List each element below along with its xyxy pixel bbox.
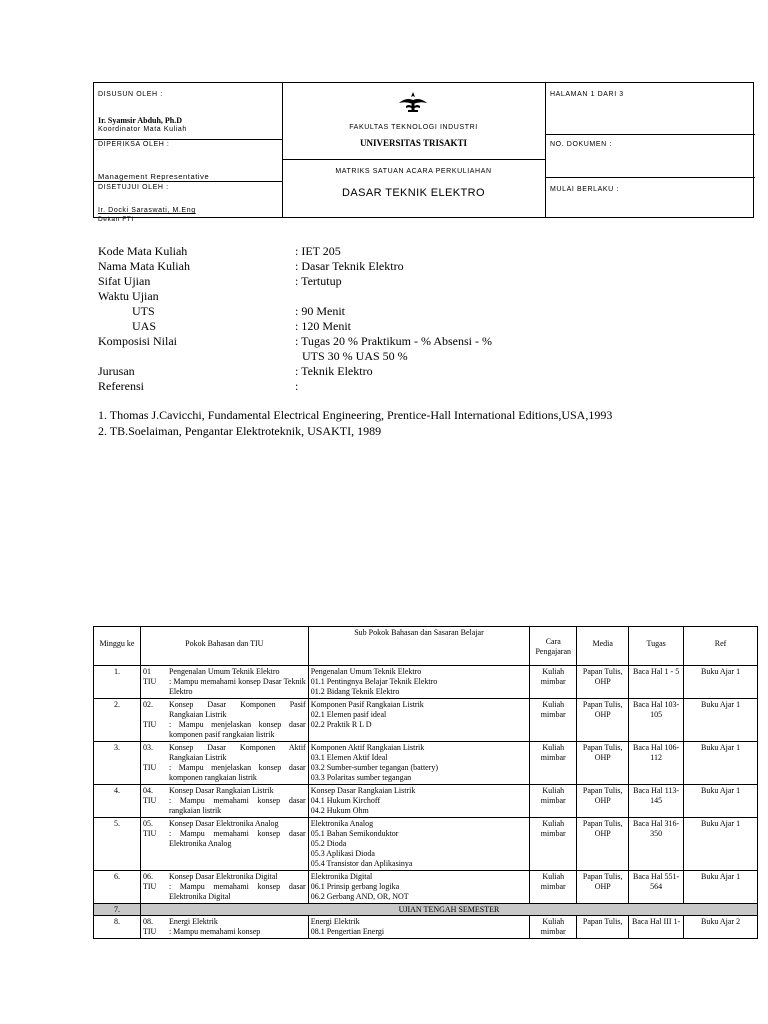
tiu-text: : Mampu memahami konsep dasar rangkaian listrik [168,796,306,815]
sub-item: 06.1 Prinsip gerbang logika [310,882,400,891]
tiu-label: TIU [142,763,157,772]
cell-minggu: 7. [94,904,141,916]
table-row [94,699,758,742]
reference-item: 2. TB.Soelaiman, Pengantar Elektroteknik, USAKTI, 1989 [98,424,382,438]
col-header-sub: Sub Pokok Bahasan dan Sasaran Belajar [308,627,530,666]
document-type: MATRIKS SATUAN ACARA PERKULIAHAN [335,168,492,175]
cell-cara: Kuliah mimbar [530,818,577,871]
sub-item: 02.1 Elemen pasif ideal [310,710,387,719]
topic-number: 04. [142,786,153,795]
info-value: : IET 205 [295,244,341,258]
cell-tugas: Baca Hal 113-145 [629,785,684,818]
cell-cara: Kuliah mimbar [530,666,577,699]
sub-item: 03.3 Polaritas sumber tegangan [310,773,412,782]
cell-pokok [140,871,308,904]
disusun-name: Ir. Syamsir Abduh, Ph.D [98,116,183,125]
cell-sub [308,742,530,785]
tiu-text: : Mampu memahami konsep dasar Elektronika Digital [168,882,306,901]
cell-tugas: Baca Hal 1 - 5 [629,666,684,699]
disusun-role: Koordinator Mata Kuliah [98,126,187,133]
cell-sub [308,785,530,818]
table-row [94,785,758,818]
info-value: : Tugas 20 % Praktikum - % Absensi - % [295,334,493,348]
cell-pokok [140,666,308,699]
info-value: : [295,379,299,393]
cell-media: Papan Tulis, OHP [577,666,629,699]
sub-item: 03.2 Sumber-sumber tegangan (battery) [310,763,439,772]
sub-title: Konsep Dasar Rangkaian Listrik [310,786,416,795]
cell-ref: Buku Ajar 2 [684,916,758,939]
sub-title: Elektronika Digital [310,872,373,881]
sub-title: Komponen Aktif Rangkaian Listrik [310,743,425,752]
info-value: : Dasar Teknik Elektro [295,259,404,273]
tiu-label: TIU [142,677,157,686]
col-header-tugas: Tugas [629,627,684,666]
sub-title: Energi Elektrik [310,917,360,926]
cell-media: Papan Tulis, OHP [577,871,629,904]
cell-pokok [140,818,308,871]
cell-tugas: Baca Hal III 1- [629,916,684,939]
topic-title: Konsep Dasar Komponen Aktif Rangkaian Listrik [168,743,306,762]
topic-title: Energi Elektrik [168,917,218,926]
cell-minggu: 8. [94,916,141,939]
cell-sub [308,666,530,699]
sub-item: 05.1 Bahan Semikonduktor [310,829,399,838]
tiu-label: TIU [142,829,157,838]
cell-media: Papan Tulis, [577,916,629,939]
topic-number: 06. [142,872,153,881]
info-value: : 120 Menit [295,319,351,333]
disetujui-label: DISETUJUI OLEH : [98,184,169,191]
info-label: Sifat Ujian [98,274,151,288]
faculty-name: FAKULTAS TEKNOLOGI INDUSTRI [349,124,478,131]
cell-cara: Kuliah mimbar [530,699,577,742]
topic-number: 03. [142,743,153,752]
sub-item: 08.1 Pengertian Energi [310,927,385,936]
tiu-label: TIU [142,720,157,729]
cell-ref: Buku Ajar 1 [684,785,758,818]
table-row [94,871,758,904]
university-name: UNIVERSITAS TRISAKTI [360,138,467,148]
tiu-text: : Mampu memahami konsep Dasar Teknik Elektro [168,677,306,696]
uts-label: UJIAN TENGAH SEMESTER [140,904,757,916]
header-rule [282,159,545,160]
col-header-media: Media [577,627,629,666]
sub-item: 02.2 Praktik R L D [310,720,372,729]
tiu-text: : Mampu menjelaskan konsep dasar komponen pasif rangkaian listrik [168,720,306,739]
cell-minggu: 5. [94,818,141,871]
trisakti-logo-icon [396,91,430,113]
table-row [94,818,758,871]
mulai-berlaku-label: MULAI BERLAKU : [550,186,619,193]
topic-number: 01 [142,667,151,676]
cell-tugas: Baca Hal 103-105 [629,699,684,742]
info-label: Komposisi Nilai [98,334,178,348]
cell-minggu: 2. [94,699,141,742]
info-label: Kode Mata Kuliah [98,244,188,258]
topic-title: Konsep Dasar Elektronika Analog [168,819,279,828]
sap-matrix-table [93,626,758,939]
table-row [94,916,758,939]
cell-ref: Buku Ajar 1 [684,871,758,904]
col-header-minggu: Minggu ke [94,627,141,666]
cell-sub [308,818,530,871]
topic-title: Konsep Dasar Komponen Pasif Rangkaian Listrik [168,700,306,719]
info-label: Jurusan [98,364,135,378]
col-header-cara: Cara Pengajaran [530,627,577,666]
header-rule [545,134,755,135]
topic-number: 02. [142,700,153,709]
uts-row [94,904,758,916]
cell-ref: Buku Ajar 1 [684,666,758,699]
header-divider-right [545,83,546,217]
topic-number: 05. [142,819,153,828]
sub-item: 01.1 Pentingnya Belajar Teknik Elektro [310,677,438,686]
cell-sub [308,871,530,904]
sub-item: 01.2 Bidang Teknik Elektro [310,687,400,696]
info-label: Nama Mata Kuliah [98,259,190,273]
info-value: UTS 30 % UAS 50 % [302,349,408,363]
topic-title: Konsep Dasar Rangkaian Listrik [168,786,274,795]
sub-title: Komponen Pasif Rangkaian Listrik [310,700,424,709]
disetujui-role: Dekan FTI [98,216,134,223]
tiu-label: TIU [142,927,157,936]
info-value: : Tertutup [295,274,342,288]
disusun-label: DISUSUN OLEH : [98,91,163,98]
topic-title: Pengenalan Umum Teknik Elektro [168,667,280,676]
tiu-text: : Mampu memahami konsep dasar Elektronika Analog [168,829,306,848]
sub-item: 05.2 Dioda [310,839,347,848]
header-rule [94,139,282,140]
cell-cara: Kuliah mimbar [530,785,577,818]
topic-number: 08. [142,917,153,926]
table-header-row [94,627,758,666]
table-row [94,742,758,785]
cell-tugas: Baca Hal 551-564 [629,871,684,904]
cell-pokok [140,742,308,785]
cell-tugas: Baca Hal 316-350 [629,818,684,871]
sub-title: Elektronika Analog [310,819,374,828]
tiu-label: TIU [142,796,157,805]
sub-item: 05.3 Aplikasi Dioda [310,849,375,858]
sub-item: 03.1 Elemen Aktif Ideal [310,753,388,762]
cell-pokok [140,916,308,939]
cell-ref: Buku Ajar 1 [684,818,758,871]
info-label: UAS [132,319,157,333]
sub-item: 04.2 Hukum Ohm [310,806,369,815]
tiu-text: : Mampu memahami konsep [168,927,261,936]
no-dokumen-label: NO. DOKUMEN : [550,141,612,148]
info-label: UTS [132,304,155,318]
document-header [93,82,754,223]
header-rule [94,181,282,182]
cell-sub [308,699,530,742]
cell-minggu: 4. [94,785,141,818]
cell-minggu: 6. [94,871,141,904]
cell-sub [308,916,530,939]
diperiksa-role: Management Representative [98,172,210,181]
reference-item: 1. Thomas J.Cavicchi, Fundamental Electrical Engineering, Prentice-Hall International Editions,USA,1993 [98,408,613,422]
disetujui-name: Ir. Docki Saraswati, M.Eng [98,207,196,214]
sub-item: 04.1 Hukum Kirchoff [310,796,381,805]
cell-media: Papan Tulis, OHP [577,785,629,818]
cell-pokok [140,785,308,818]
cell-media: Papan Tulis, OHP [577,699,629,742]
tiu-text: : Mampu menjelaskan konsep dasar komponen rangkaian listrik [168,763,306,782]
info-value: : Teknik Elektro [295,364,373,378]
col-header-pokok: Pokok Bahasan dan TIU [140,627,308,666]
cell-cara: Kuliah mimbar [530,871,577,904]
tiu-label: TIU [142,882,157,891]
cell-ref: Buku Ajar 1 [684,699,758,742]
cell-minggu: 3. [94,742,141,785]
info-label: Referensi [98,379,144,393]
info-label: Waktu Ujian [98,289,159,303]
cell-tugas: Baca Hal 106-112 [629,742,684,785]
cell-cara: Kuliah mimbar [530,916,577,939]
cell-pokok [140,699,308,742]
course-title: DASAR TEKNIK ELEKTRO [342,187,485,199]
table-row [94,666,758,699]
diperiksa-label: DIPERIKSA OLEH : [98,141,170,148]
sub-item: 05.4 Transistor dan Aplikasinya [310,859,413,868]
topic-title: Konsep Dasar Elektronika Digital [168,872,278,881]
cell-minggu: 1. [94,666,141,699]
cell-media: Papan Tulis, OHP [577,818,629,871]
cell-media: Papan Tulis, OHP [577,742,629,785]
halaman-label: HALAMAN 1 DARI 3 [550,91,624,98]
header-rule [545,177,755,178]
cell-ref: Buku Ajar 1 [684,742,758,785]
col-header-ref: Ref [684,627,758,666]
info-value: : 90 Menit [295,304,345,318]
sub-item: 06.2 Gerbang AND, OR, NOT [310,892,409,901]
cell-cara: Kuliah mimbar [530,742,577,785]
sub-title: Pengenalan Umum Teknik Elektro [310,667,422,676]
